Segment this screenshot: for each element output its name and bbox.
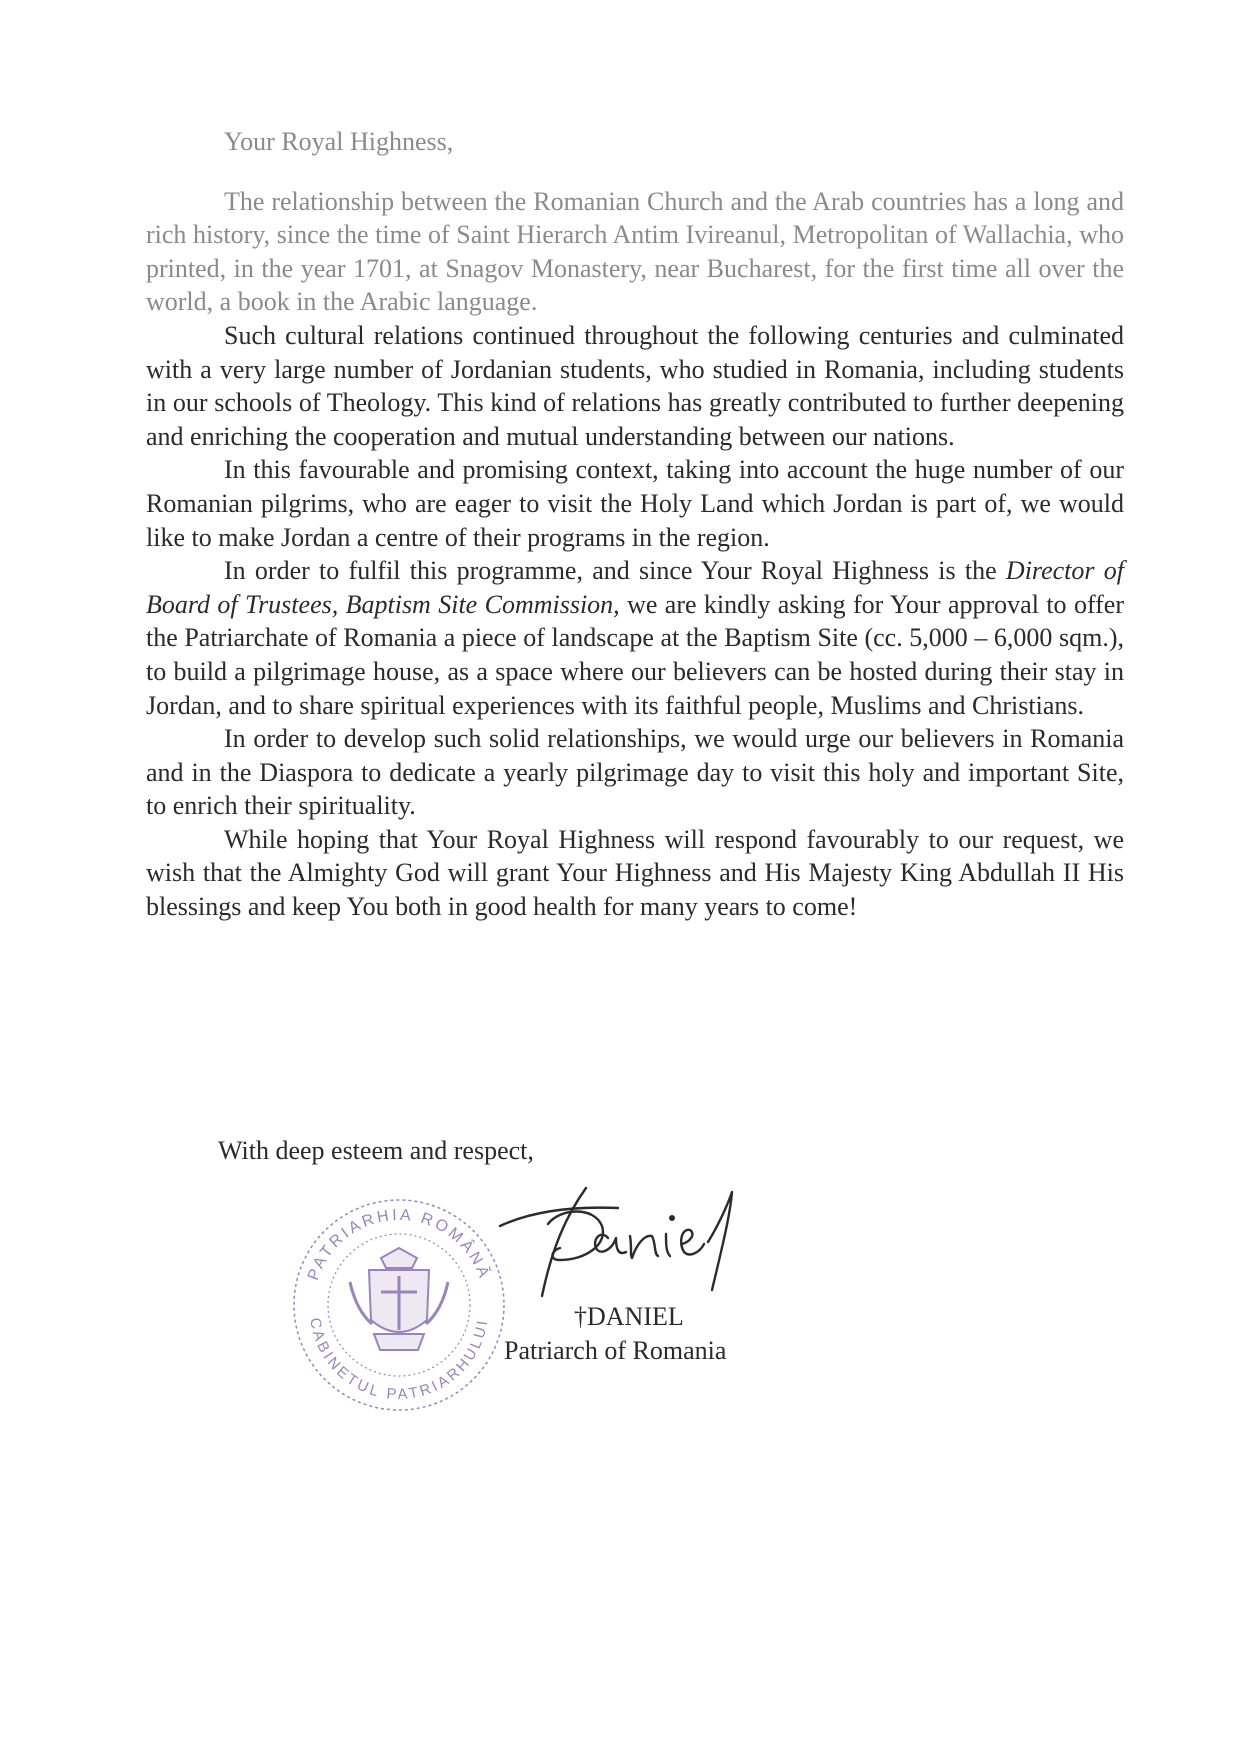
svg-text:CABINETUL PATRIARHULUI: CABINETUL PATRIARHULUI: [306, 1316, 492, 1404]
paragraph-blessing: While hoping that Your Royal Highness will respond favourably to our request, we wish that the Almighty God will grant Your Highness and His Majesty King Abdullah II His blessings and keep You both in good health for many years to come!: [146, 824, 1124, 922]
letter-body: [146, 125, 1124, 924]
signatory-name: †DANIEL: [574, 1302, 684, 1331]
handwritten-signature: [490, 1178, 780, 1302]
director-title: Director of Board of Trustees, Baptism Site Commission,: [146, 556, 1124, 619]
svg-text:PATRIARHIA ROMÂNĂ: PATRIARHIA ROMÂNĂ: [304, 1206, 494, 1283]
closing-line: With deep esteem and respect,: [218, 1136, 534, 1165]
patriarchate-seal: [286, 1192, 512, 1418]
salutation: Your Royal Highness,: [224, 127, 454, 156]
signatory-title: Patriarch of Romania: [504, 1336, 727, 1365]
paragraph-history: The relationship between the Romanian Church and the Arab countries has a long and rich history, since the time of Saint Hierarch Antim Ivireanul, Metropolitan of Wallachia, who printed, in the year 1701, at Snagov Monastery, near Bucharest, for the first time all over the world, a book in the Arabic language.: [146, 186, 1124, 317]
paragraph-relationships: In order to develop such solid relationships, we would urge our believers in Romania and in the Diaspora to dedicate a yearly pilgrimage day to visit this holy and important Site, to enrich their spirituality.: [146, 724, 1124, 821]
paragraph-cultural-relations: Such cultural relations continued throughout the following centuries and culminated with a very large number of Jordanian students, who studied in Romania, including students in our schools of Theology. This kind of relations has greatly contributed to further deepening and enriching the cooperation and mutual understanding between our nations.: [146, 320, 1124, 451]
paragraph-pilgrims: In this favourable and promising context, taking into account the huge number of our Romanian pilgrims, who are eager to visit the Holy Land which Jordan is part of, we would like to make Jordan a centre of their programs in the region.: [146, 455, 1124, 552]
request-text-start: In order to fulfil this programme, and since Your Royal Highness is the: [224, 556, 1006, 586]
paragraph-request: [146, 554, 1124, 722]
request-text-end: we are kindly asking for Your approval to offer the Patriarchate of Romania a piece of landscape at the Baptism Site (cc. 5,000 – 6,000 sqm.), to build a pilgrimage house, as a space where our believers can be hosted during their stay in Jordan, and to share spiritual experiences with its faithful people, Muslims and Christians.: [146, 589, 1124, 720]
